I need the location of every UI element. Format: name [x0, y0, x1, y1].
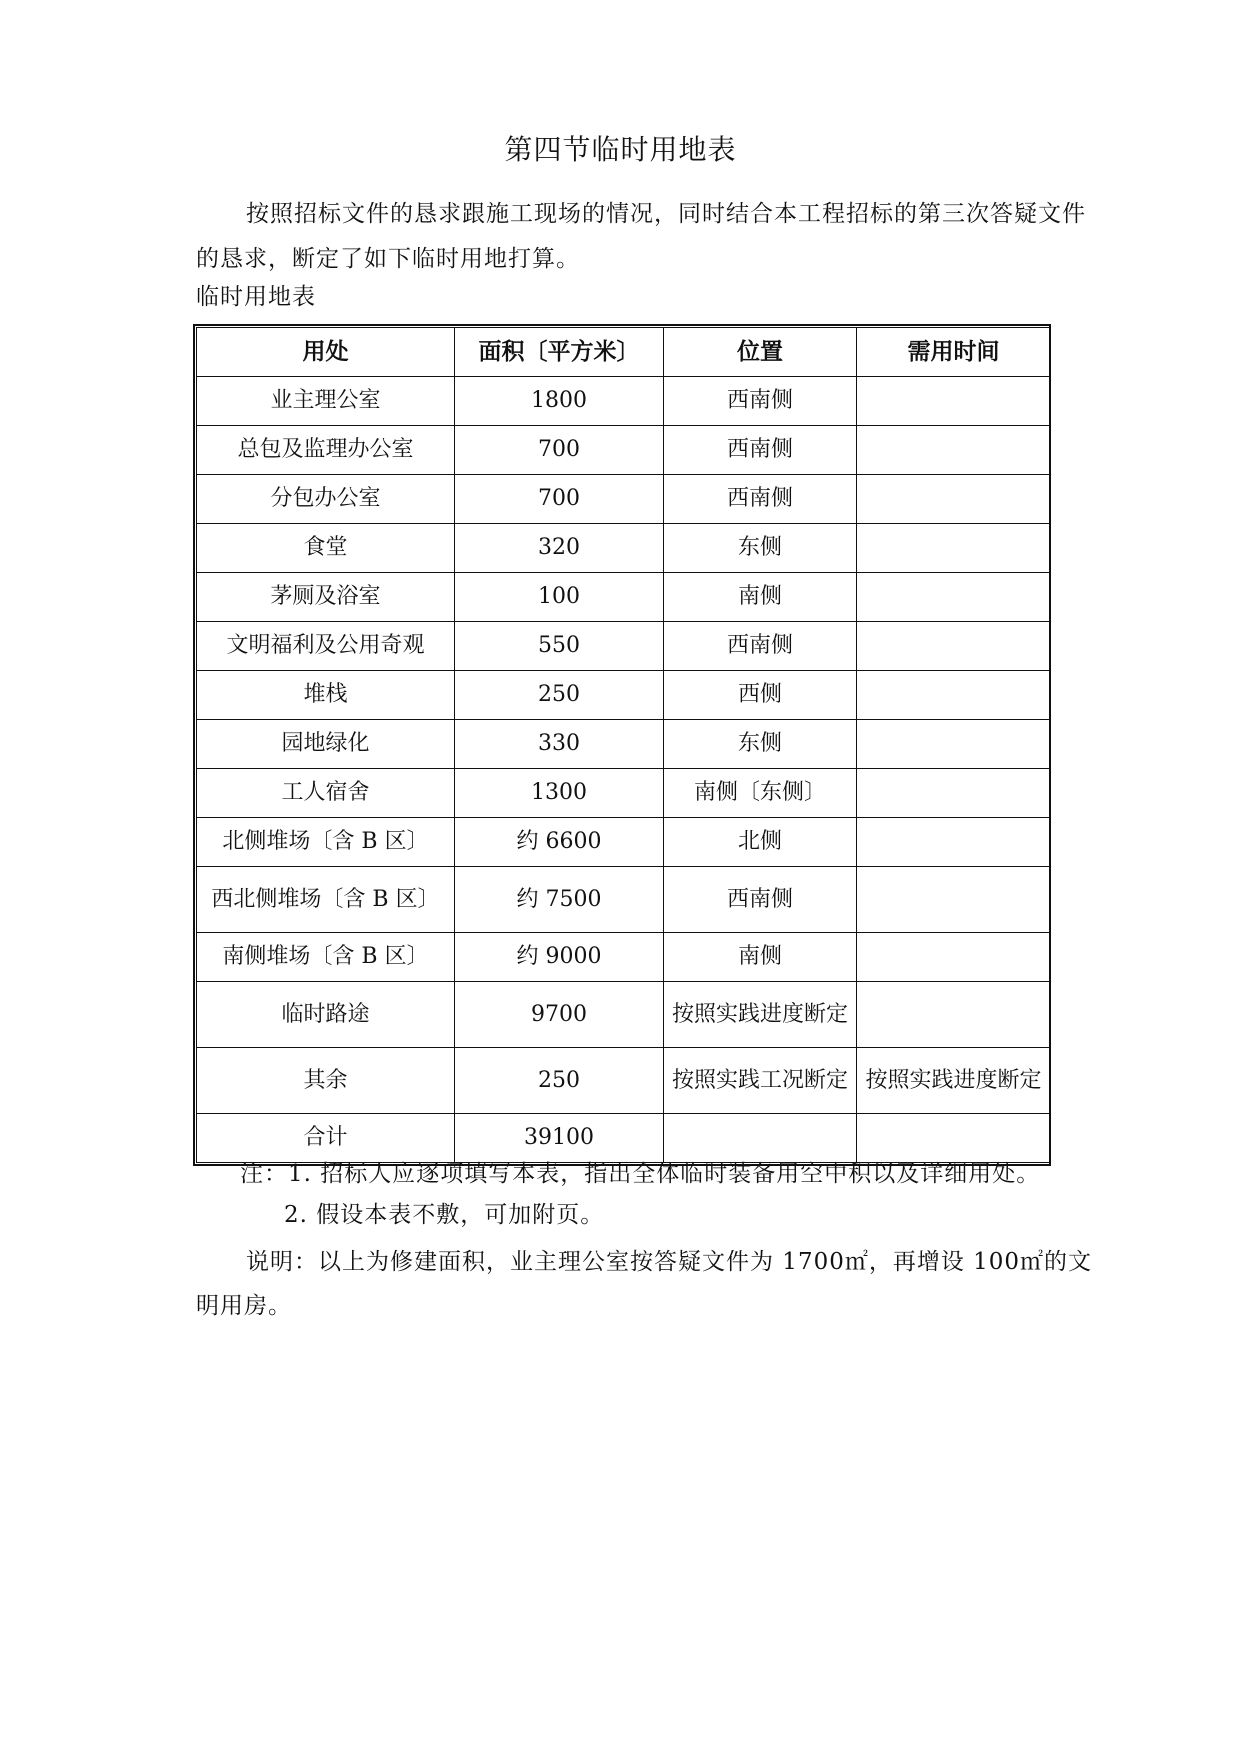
cell-usage: 分包办公室	[197, 475, 455, 524]
cell-location: 南侧	[664, 573, 857, 622]
cell-time	[857, 818, 1051, 867]
cell-usage: 园地绿化	[197, 720, 455, 769]
cell-area: 700	[455, 426, 664, 475]
table-row	[197, 867, 1051, 933]
cell-area: 1800	[455, 377, 664, 426]
cell-time	[857, 426, 1051, 475]
cell-location: 西南侧	[664, 622, 857, 671]
cell-time	[857, 524, 1051, 573]
header-usage: 用处	[197, 328, 455, 377]
cell-location: 西侧	[664, 671, 857, 720]
page-title: 第四节临时用地表	[504, 133, 737, 166]
cell-time	[857, 573, 1051, 622]
cell-usage: 北侧堆场〔含 B 区〕	[197, 818, 455, 867]
cell-usage: 合计	[197, 1114, 455, 1163]
cell-usage: 其余	[197, 1048, 455, 1114]
cell-time	[857, 377, 1051, 426]
cell-time: 按照实践进度断定	[857, 1048, 1051, 1114]
cell-time	[857, 769, 1051, 818]
note-1: 注：1. 招标人应逐项填写本表，指出全体临时装备用空中积以及详细用处。	[240, 1161, 1041, 1187]
cell-area: 320	[455, 524, 664, 573]
note-2: 2. 假设本表不敷，可加附页。	[284, 1202, 605, 1228]
cell-usage: 临时路途	[197, 982, 455, 1048]
cell-usage: 茅厕及浴室	[197, 573, 455, 622]
cell-area: 约 7500	[455, 867, 664, 933]
table-row	[197, 818, 1051, 867]
cell-location: 西南侧	[664, 867, 857, 933]
cell-location: 西南侧	[664, 475, 857, 524]
cell-location: 东侧	[664, 524, 857, 573]
cell-area: 1300	[455, 769, 664, 818]
cell-usage: 南侧堆场〔含 B 区〕	[197, 933, 455, 982]
cell-usage: 业主理公室	[197, 377, 455, 426]
table-row	[197, 377, 1051, 426]
cell-area: 9700	[455, 982, 664, 1048]
cell-area: 约 6600	[455, 818, 664, 867]
table-row	[197, 524, 1051, 573]
cell-area: 700	[455, 475, 664, 524]
cell-location: 南侧〔东侧〕	[664, 769, 857, 818]
cell-time	[857, 671, 1051, 720]
cell-location: 西南侧	[664, 377, 857, 426]
header-time: 需用时间	[857, 328, 1051, 377]
table-row	[197, 622, 1051, 671]
table-row	[197, 769, 1051, 818]
cell-location: 按照实践工况断定	[664, 1048, 857, 1114]
cell-time	[857, 933, 1051, 982]
cell-usage: 堆栈	[197, 671, 455, 720]
cell-time	[857, 622, 1051, 671]
cell-location: 东侧	[664, 720, 857, 769]
table-row	[197, 1048, 1051, 1114]
land-use-table	[196, 327, 1051, 1163]
cell-usage: 工人宿舍	[197, 769, 455, 818]
cell-area: 约 9000	[455, 933, 664, 982]
explanation-paragraph: 说明：以上为修建面积，业主理公室按答疑文件为 1700㎡，再增设 100㎡的文明用房。	[196, 1249, 1093, 1319]
table-header-row	[197, 328, 1051, 377]
table-row	[197, 573, 1051, 622]
intro-paragraph: 按照招标文件的恳求跟施工现场的情况，同时结合本工程招标的第三次答疑文件的恳求，断定了如下临时用地打算。	[196, 201, 1086, 272]
table-caption: 临时用地表	[196, 284, 316, 310]
cell-usage: 文明福利及公用奇观	[197, 622, 455, 671]
cell-area: 250	[455, 1048, 664, 1114]
cell-location: 按照实践进度断定	[664, 982, 857, 1048]
cell-usage: 西北侧堆场〔含 B 区〕	[197, 867, 455, 933]
land-use-table-frame	[193, 324, 1051, 1166]
table-row	[197, 671, 1051, 720]
cell-usage: 总包及监理办公室	[197, 426, 455, 475]
cell-area: 250	[455, 671, 664, 720]
header-area: 面积〔平方米〕	[455, 328, 664, 377]
header-location: 位置	[664, 328, 857, 377]
cell-area: 330	[455, 720, 664, 769]
cell-location: 北侧	[664, 818, 857, 867]
table-row	[197, 933, 1051, 982]
table-row	[197, 475, 1051, 524]
cell-time	[857, 720, 1051, 769]
table-row	[197, 982, 1051, 1048]
cell-area: 39100	[455, 1114, 664, 1163]
cell-area: 100	[455, 573, 664, 622]
table-row	[197, 426, 1051, 475]
cell-location: 南侧	[664, 933, 857, 982]
cell-area: 550	[455, 622, 664, 671]
cell-usage: 食堂	[197, 524, 455, 573]
cell-location: 西南侧	[664, 426, 857, 475]
table-row	[197, 720, 1051, 769]
cell-time	[857, 982, 1051, 1048]
cell-time	[857, 475, 1051, 524]
cell-time	[857, 867, 1051, 933]
